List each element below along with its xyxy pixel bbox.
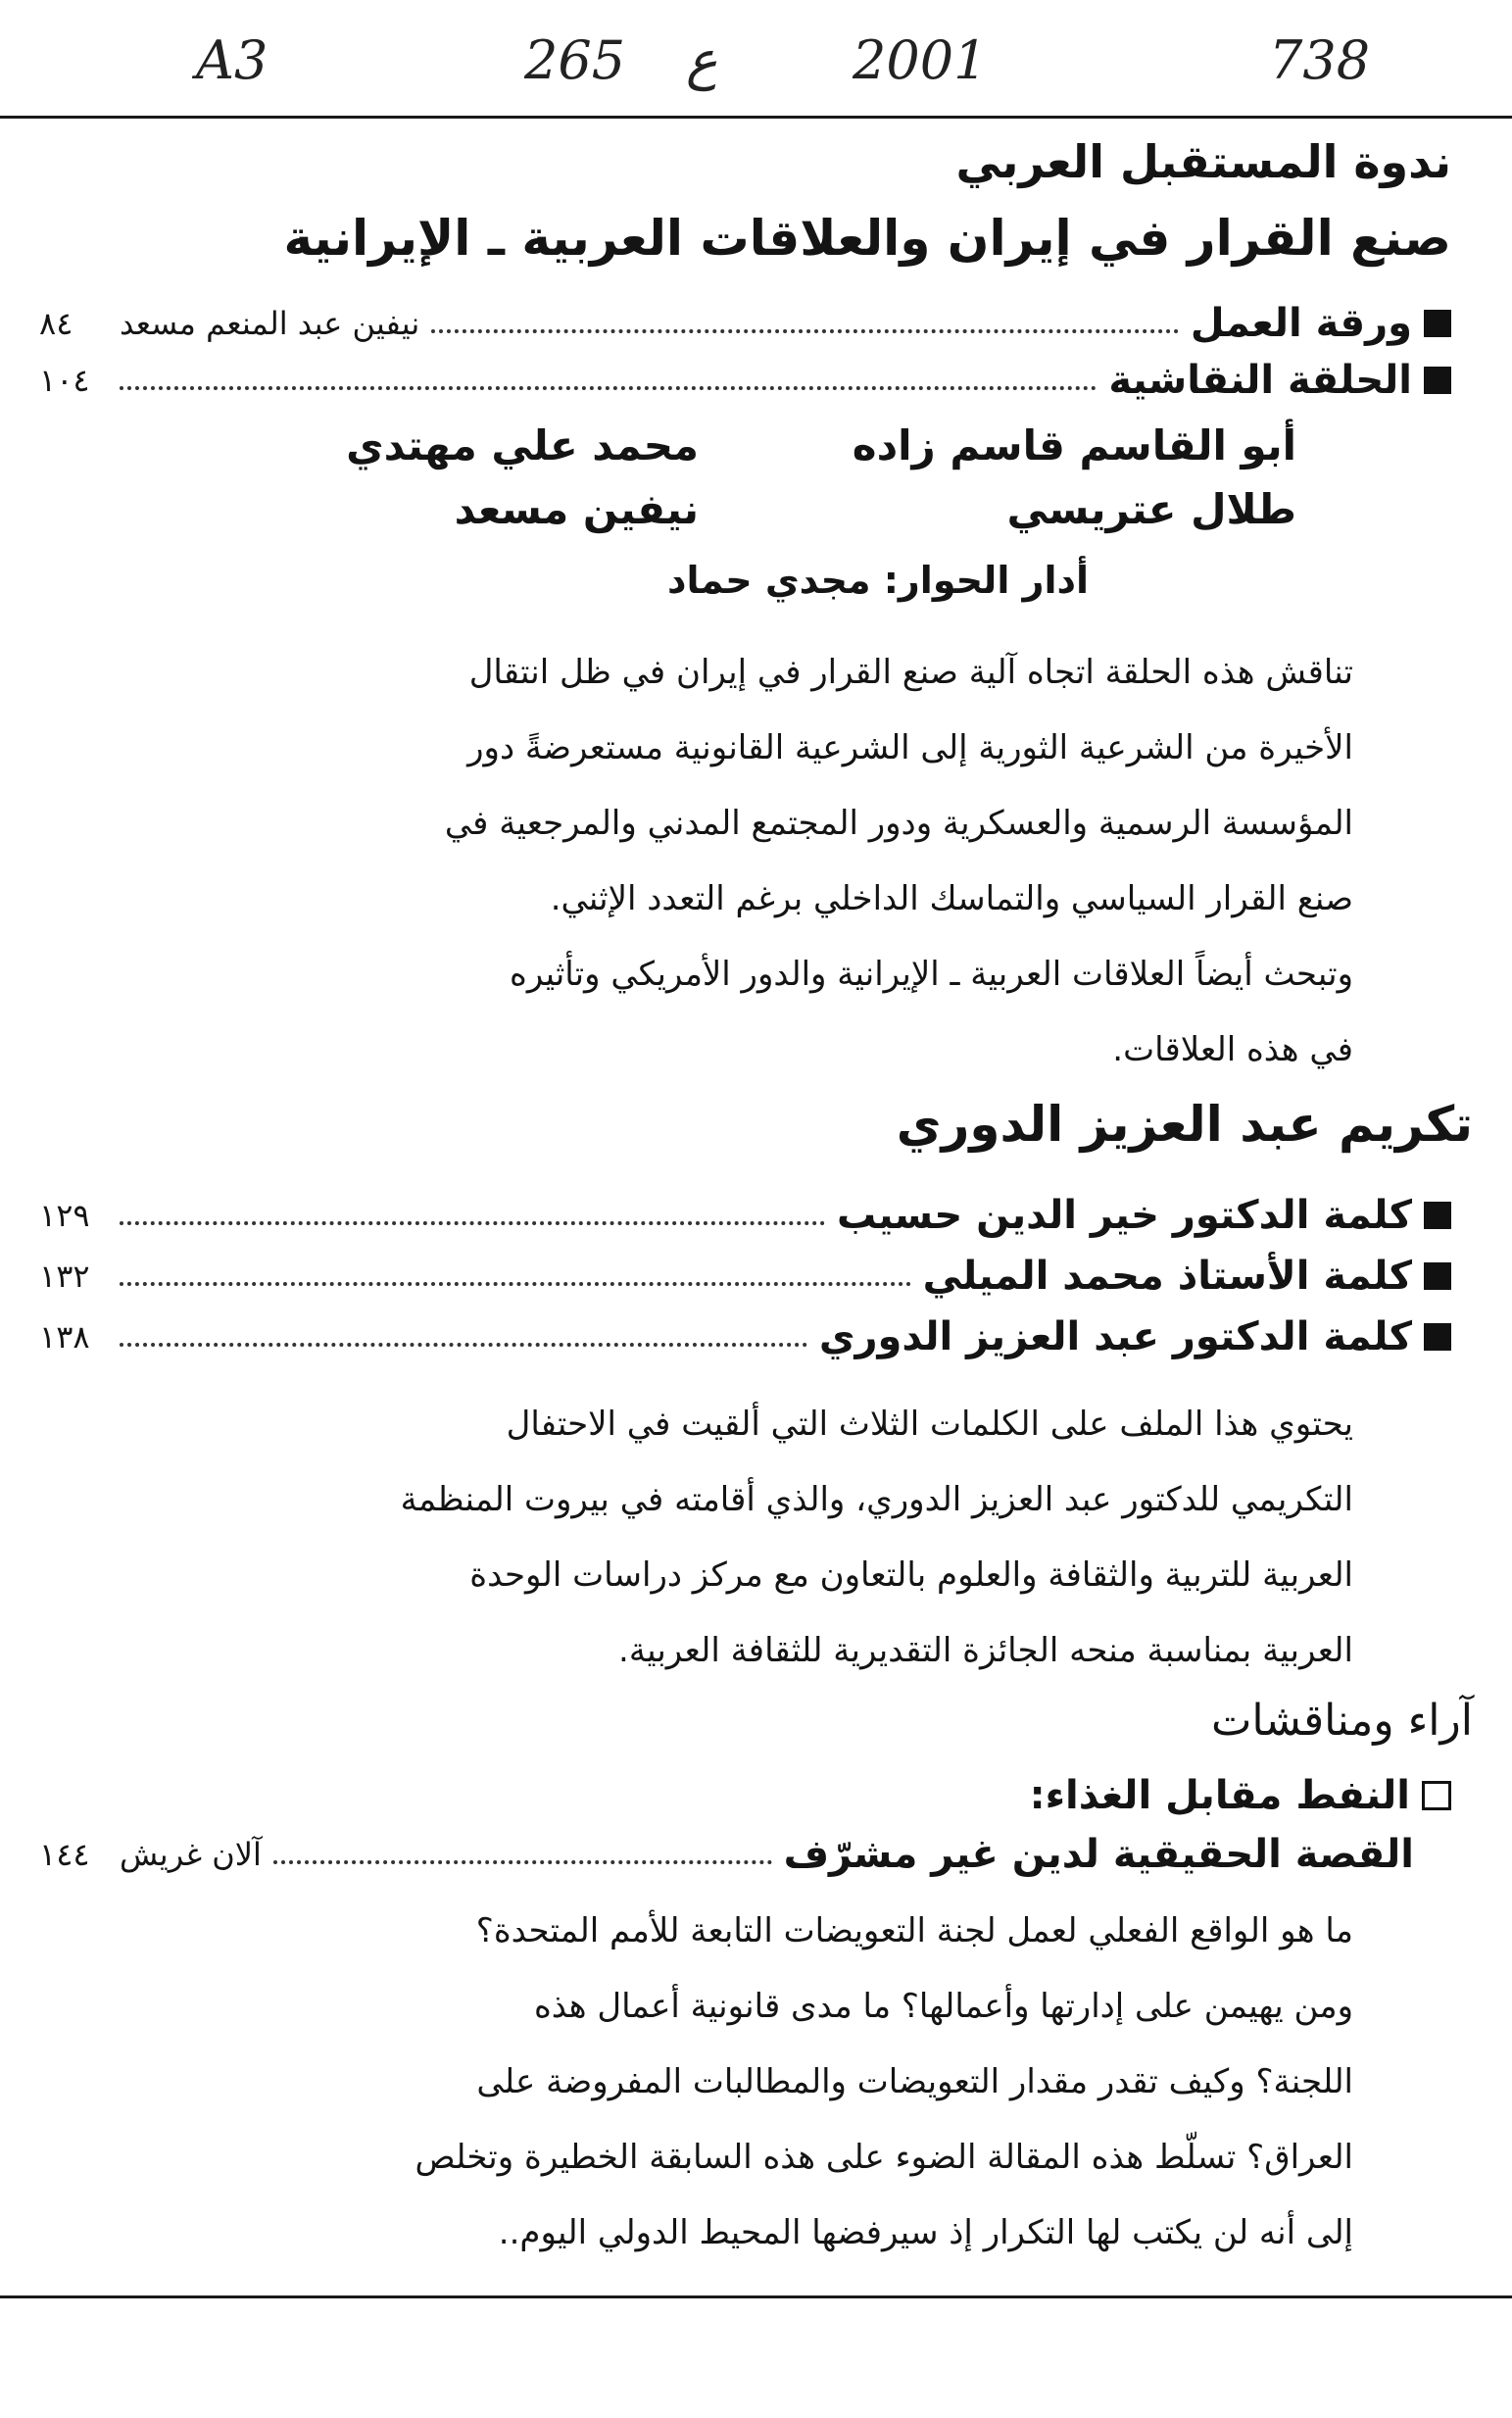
- section1-heading: ندوة المستقبل العربي: [955, 135, 1451, 188]
- toc-entry[interactable]: [39, 1825, 1414, 1884]
- dot-leader: [120, 386, 1097, 390]
- toc-entry[interactable]: [39, 1247, 1451, 1306]
- top-rule: [0, 116, 1512, 119]
- toc-entry[interactable]: [39, 351, 1451, 410]
- section2-title: تكريم عبد العزيز الدوري: [896, 1096, 1473, 1153]
- toc-entry-page: ٨٤: [39, 305, 73, 342]
- handwritten-page-ref: 738: [1269, 29, 1371, 91]
- dot-leader: [120, 1221, 825, 1225]
- summary-line: التكريمي للدكتور عبد العزيز الدوري، والذي أقامته في بيروت المنظمة: [400, 1480, 1353, 1519]
- black-square-bullet-icon: [1424, 1323, 1451, 1351]
- toc-entry-page: ١٤٤: [39, 1836, 90, 1873]
- summary-line: ومن يهيمن على إدارتها وأعمالها؟ ما مدى قانونية أعمال هذه: [533, 1987, 1353, 2026]
- toc-entry-label: القصة الحقيقية لدين غير مشرّف: [783, 1832, 1414, 1877]
- toc-entry[interactable]: [39, 294, 1451, 353]
- section3-subheading: النفط مقابل الغذاء:: [1029, 1773, 1410, 1818]
- participant-name: طلال عتريسي: [1006, 485, 1296, 533]
- participant-name: أبو القاسم قاسم زاده: [852, 421, 1296, 469]
- subheading-row: [39, 1766, 1451, 1825]
- summary-line: وتبحث أيضاً العلاقات العربية ـ الإيرانية والدور الأمريكي وتأثيره: [510, 955, 1353, 994]
- open-square-bullet-icon: [1422, 1781, 1451, 1810]
- black-square-bullet-icon: [1424, 1262, 1451, 1290]
- summary-line: العراق؟ تسلّط هذه المقالة الضوء على هذه السابقة الخطيرة وتخلص: [415, 2138, 1353, 2177]
- summary-line: يحتوي هذا الملف على الكلمات الثلاث التي ألقيت في الاحتفال: [506, 1405, 1353, 1444]
- section3-title: آراء ومناقشات: [1211, 1696, 1473, 1746]
- toc-entry-page: ١٣٨: [39, 1318, 90, 1356]
- toc-entry-page: ١٢٩: [39, 1197, 90, 1234]
- toc-entry[interactable]: [39, 1186, 1451, 1245]
- dot-leader: [120, 1343, 807, 1347]
- summary-line: اللجنة؟ وكيف تقدر مقدار التعويضات والمطالبات المفروضة على: [476, 2062, 1353, 2101]
- dot-leader: [431, 329, 1179, 333]
- toc-entry-label: كلمة الدكتور خير الدين حسيب: [837, 1193, 1412, 1238]
- toc-entry-author: نيفين عبد المنعم مسعد: [120, 305, 420, 342]
- toc-entry-label: كلمة الدكتور عبد العزيز الدوري: [818, 1314, 1412, 1359]
- summary-line: ما هو الواقع الفعلي لعمل لجنة التعويضات التابعة للأمم المتحدة؟: [475, 1911, 1353, 1950]
- handwritten-issue-mark: ع: [686, 29, 718, 91]
- dot-leader: [120, 1282, 911, 1286]
- moderator-line: أدار الحوار: مجدي حماد: [666, 559, 1089, 602]
- black-square-bullet-icon: [1424, 367, 1451, 394]
- section1-title: صنع القرار في إيران والعلاقات العربية ـ الإيرانية: [283, 210, 1451, 267]
- dot-leader: [273, 1860, 772, 1864]
- bottom-rule: [0, 2295, 1512, 2298]
- section1-summary: [187, 635, 1353, 1088]
- summary-line: الأخيرة من الشرعية الثورية إلى الشرعية القانونية مستعرضةً دور: [467, 728, 1353, 767]
- summary-line: العربية بمناسبة منحه الجائزة التقديرية للثقافة العربية.: [618, 1631, 1353, 1670]
- toc-entry-label: ورقة العمل: [1190, 301, 1412, 346]
- summary-line: في هذه العلاقات.: [1112, 1030, 1353, 1069]
- black-square-bullet-icon: [1424, 310, 1451, 337]
- toc-entry-label: الحلقة النقاشية: [1108, 358, 1412, 403]
- participant-name: نيفين مسعد: [454, 485, 699, 533]
- section2-summary: [187, 1387, 1353, 1689]
- handwritten-issue-number: 265: [524, 29, 626, 91]
- toc-entry-label: كلمة الأستاذ محمد الميلي: [922, 1254, 1412, 1299]
- section3-summary: [187, 1894, 1353, 2271]
- toc-entry-author: آلان غريش: [120, 1836, 262, 1873]
- summary-line: المؤسسة الرسمية والعسكرية ودور المجتمع المدني والمرجعية في: [444, 804, 1353, 843]
- handwritten-ref-a3: A3: [196, 29, 268, 91]
- summary-line: العربية للتربية والثقافة والعلوم بالتعاون مع مركز دراسات الوحدة: [469, 1555, 1353, 1595]
- summary-line: إلى أنه لن يكتب لها التكرار إذ سيرفضها المحيط الدولي اليوم..: [498, 2213, 1353, 2252]
- participant-name: محمد علي مهتدي: [346, 421, 699, 469]
- toc-entry-page: ١٠٤: [39, 362, 90, 399]
- summary-line: صنع القرار السياسي والتماسك الداخلي برغم التعدد الإثني.: [550, 879, 1353, 918]
- toc-entry-page: ١٣٢: [39, 1258, 90, 1295]
- handwritten-year: 2001: [853, 29, 988, 91]
- black-square-bullet-icon: [1424, 1202, 1451, 1229]
- summary-line: تناقش هذه الحلقة اتجاه آلية صنع القرار في إيران في ظل انتقال: [468, 653, 1353, 692]
- toc-entry[interactable]: [39, 1308, 1451, 1366]
